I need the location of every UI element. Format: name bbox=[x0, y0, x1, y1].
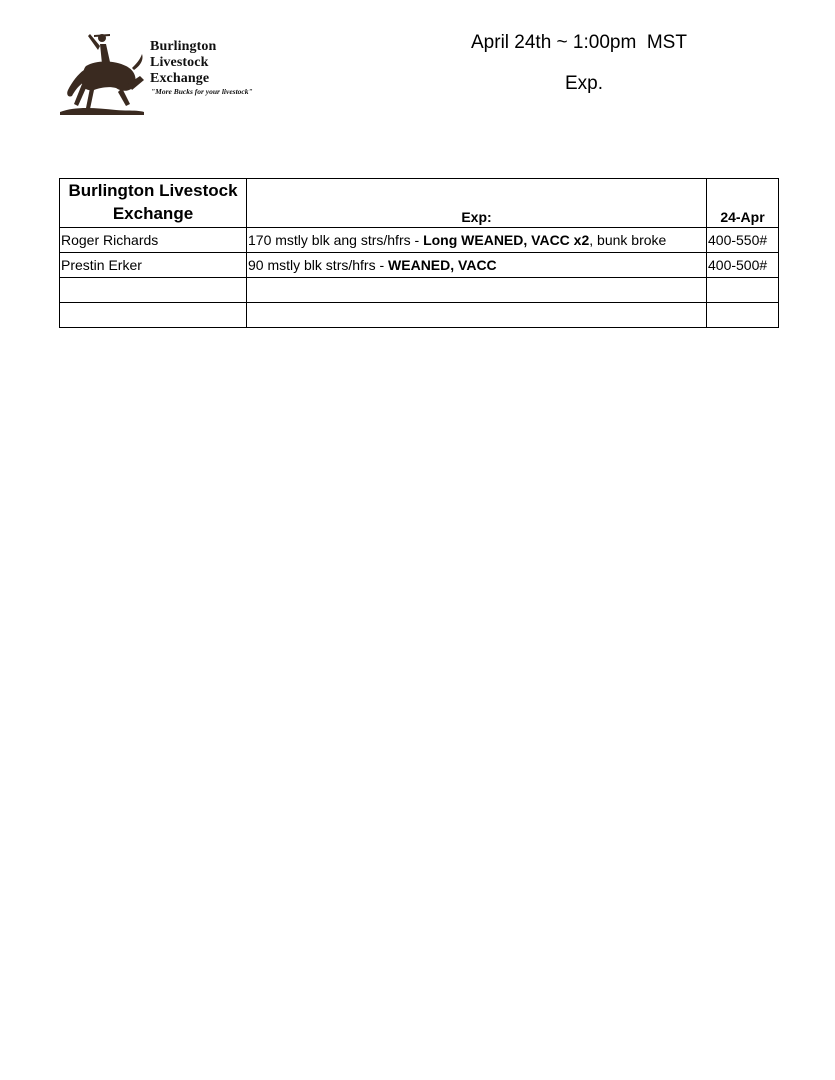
table-header-row bbox=[60, 179, 779, 228]
logo-line-2: Livestock bbox=[150, 55, 209, 70]
cell-weight: 400-500# bbox=[707, 253, 779, 278]
logo-line-3: Exchange bbox=[150, 71, 210, 86]
cell-description bbox=[247, 278, 707, 303]
cell-seller bbox=[60, 278, 247, 303]
cell-seller bbox=[60, 303, 247, 328]
table-row bbox=[60, 278, 779, 303]
header-description: Exp: bbox=[247, 179, 707, 228]
desc-tail: , bunk broke bbox=[589, 232, 667, 248]
desc-bold: WEANED, VACC bbox=[388, 257, 497, 273]
cell-seller: Roger Richards bbox=[60, 228, 247, 253]
cell-description bbox=[247, 253, 707, 278]
cell-weight bbox=[707, 303, 779, 328]
cell-description bbox=[247, 303, 707, 328]
cell-weight: 400-550# bbox=[707, 228, 779, 253]
desc-plain: 90 mstly blk strs/hfrs - bbox=[248, 257, 389, 273]
sale-date-time: April 24th ~ 1:00pm MST bbox=[471, 32, 687, 53]
logo-line-1: Burlington bbox=[150, 39, 217, 54]
sale-subtitle: Exp. bbox=[565, 73, 604, 94]
table-row bbox=[60, 303, 779, 328]
table-row bbox=[60, 228, 779, 253]
header-company: Burlington Livestock Exchange bbox=[60, 179, 247, 228]
cell-description bbox=[247, 228, 707, 253]
company-logo bbox=[56, 26, 306, 118]
bucking-horse-rider-icon bbox=[56, 26, 148, 118]
logo-wordmark bbox=[150, 39, 253, 97]
logo-tagline: "More Bucks for your livestock" bbox=[151, 87, 253, 96]
cell-seller: Prestin Erker bbox=[60, 253, 247, 278]
consignment-table bbox=[59, 178, 779, 328]
desc-plain: 170 mstly blk ang strs/hfrs - bbox=[248, 232, 424, 248]
table-row bbox=[60, 253, 779, 278]
header-date: 24-Apr bbox=[707, 179, 779, 228]
cell-weight bbox=[707, 278, 779, 303]
desc-bold: Long WEANED, VACC x2 bbox=[423, 232, 590, 248]
